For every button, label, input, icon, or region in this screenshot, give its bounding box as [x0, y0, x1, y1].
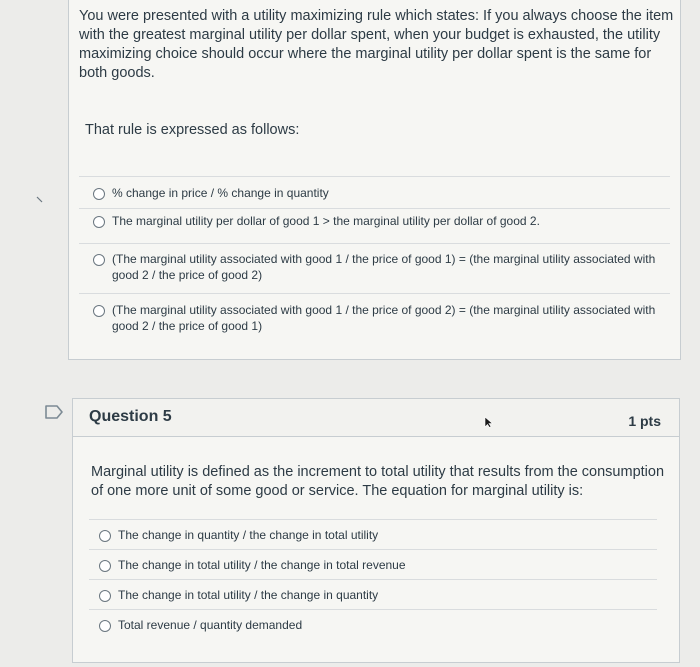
radio-button[interactable]	[99, 620, 111, 632]
radio-button[interactable]	[93, 188, 105, 200]
question-4-prompt: You were presented with a utility maximizing rule which states: If you always choose the item with the greatest marginal utility per dollar spent, when your budget is exhausted, the utility maximizing choice should occur where the marginal utility per dollar spent is the same for both goods.	[79, 8, 674, 81]
question-5-answer-4[interactable]	[89, 609, 657, 639]
question-4-answer-list	[79, 176, 670, 353]
radio-button[interactable]	[99, 530, 111, 542]
question-5-answer-2[interactable]	[89, 549, 657, 579]
question-5-points: 1 pts	[628, 413, 661, 429]
question-5-card	[72, 398, 680, 663]
question-5-answer-3[interactable]	[89, 579, 657, 609]
answer-label: The marginal utility per dollar of good 1 > the marginal utility per dollar of good 2.	[112, 214, 540, 228]
answer-label: The change in total utility / the change in quantity	[118, 588, 379, 602]
answer-label: Total revenue / quantity demanded	[118, 618, 303, 632]
question-5-answer-1[interactable]	[89, 519, 657, 549]
radio-button[interactable]	[99, 590, 111, 602]
question-4-answer-1[interactable]	[79, 176, 670, 208]
radio-button[interactable]	[99, 560, 111, 572]
mouse-pointer-icon	[484, 416, 494, 428]
answer-label: (The marginal utility associated with good 1 / the price of good 2) = (the marginal utility associated with good 2 / the price of good 1)	[112, 303, 656, 333]
radio-button[interactable]	[93, 216, 105, 228]
question-4-answer-3[interactable]	[79, 243, 670, 293]
stray-mark-icon	[36, 196, 44, 204]
radio-button[interactable]	[93, 254, 105, 266]
answer-label: The change in total utility / the change in total revenue	[118, 558, 406, 572]
question-5-header	[73, 399, 679, 437]
question-5-title: Question 5	[89, 408, 172, 425]
question-4-answer-4[interactable]	[79, 293, 670, 353]
answer-label: The change in quantity / the change in total utility	[118, 528, 379, 542]
question-5-prompt: Marginal utility is defined as the increment to total utility that results from the consumption of one more unit of some good or service. The equation for marginal utility is:	[91, 464, 665, 499]
question-4-answer-2[interactable]	[79, 208, 670, 243]
question-4-card	[68, 0, 681, 360]
answer-label: (The marginal utility associated with good 1 / the price of good 1) = (the marginal utility associated with good 2 / the price of good 2)	[112, 252, 656, 282]
flag-outline-icon[interactable]	[44, 404, 64, 420]
question-5-answer-list	[89, 519, 657, 639]
question-4-rule-text: That rule is expressed as follows:	[85, 122, 300, 138]
radio-button[interactable]	[93, 305, 105, 317]
answer-label: % change in price / % change in quantity	[112, 186, 329, 200]
